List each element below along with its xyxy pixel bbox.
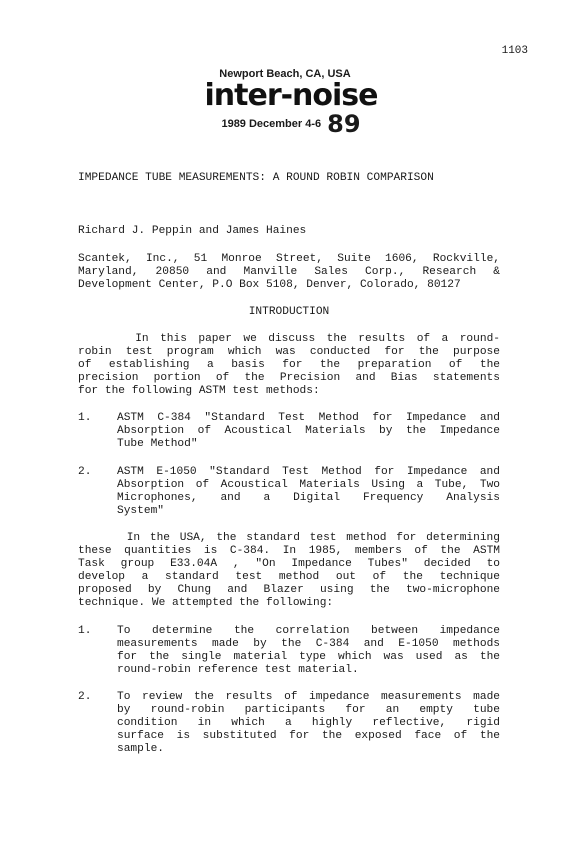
list-line: surface is substituted for the exposed face of the <box>117 730 500 742</box>
section-heading: INTRODUCTION <box>248 306 330 318</box>
conference-logo: inter-noise <box>204 78 378 113</box>
conference-header <box>200 68 390 138</box>
paragraph-line: Task group E33.04A , "On Impedance Tubes" decided to <box>78 558 500 570</box>
list-item-body <box>117 412 500 451</box>
list-number: 2. <box>78 466 92 478</box>
paragraph-line: In this paper we discuss the results of a round- <box>78 333 500 345</box>
affiliation-line: Development Center, P.O Box 5108, Denver, Colorado, 80127 <box>78 279 461 291</box>
paper-authors: Richard J. Peppin and James Haines <box>78 225 307 237</box>
paragraph-line: of establishing a basis for the preparation of the <box>78 359 500 371</box>
conference-year: 89 <box>327 110 361 138</box>
paper-affiliation <box>78 253 500 292</box>
conference-dates: 1989 December 4-6 <box>221 118 322 130</box>
list-line: To determine the correlation between impedance <box>117 625 500 637</box>
list-line: To review the results of impedance measurements made <box>117 691 500 703</box>
paper-title: IMPEDANCE TUBE MEASUREMENTS: A ROUND ROBIN COMPARISON <box>78 172 434 184</box>
list-line: condition in which a highly reflective, rigid <box>117 717 500 729</box>
paragraph-line: technique. We attempted the following: <box>78 597 334 609</box>
list-line: Microphones, and a Digital Frequency Analysis <box>117 492 500 504</box>
affiliation-line: Scantek, Inc., 51 Monroe Street, Suite 1606, Rockville, <box>78 253 500 265</box>
list-line: Absorption of Acoustical Materials Using a Tube, Two <box>117 479 500 491</box>
list-line: Absorption of Acoustical Materials by the Impedance <box>117 425 500 437</box>
list-number: 1. <box>78 625 92 637</box>
list-line: ASTM E-1050 "Standard Test Method for Impedance and <box>117 466 500 478</box>
conference-date-row <box>192 110 390 138</box>
paragraph-line: for the following ASTM test methods: <box>78 385 320 397</box>
intro-paragraph <box>78 333 500 398</box>
list-line: ASTM C-384 "Standard Test Method for Impedance and <box>117 412 500 424</box>
list-number: 1. <box>78 412 92 424</box>
list-item-body <box>117 466 500 518</box>
list-line: round-robin reference test material. <box>117 664 359 676</box>
paragraph-line: robin test program which was conducted for the purpose <box>78 346 500 358</box>
affiliation-line: Maryland, 20850 and Manville Sales Corp., Research & <box>78 266 500 278</box>
paragraph-line: In the USA, the standard test method for determining <box>78 532 500 544</box>
paragraph-line: these quantities is C-384. In 1985, members of the ASTM <box>78 545 500 557</box>
list-item-body <box>117 625 500 677</box>
paragraph-line: develop a standard test method out of the technique <box>78 571 500 583</box>
list-line: measurements made by the C-384 and E-1050 methods <box>117 638 500 650</box>
list-item-body <box>117 691 500 756</box>
paragraph-line: proposed by Chung and Blazer using the two-microphone <box>78 584 500 596</box>
conference-location: Newport Beach, CA, USA <box>219 68 351 80</box>
list-line: System" <box>117 505 164 517</box>
usa-paragraph <box>78 532 500 610</box>
paragraph-line: precision portion of the Precision and Bias statements <box>78 372 500 384</box>
page-number: 1103 <box>501 45 528 57</box>
list-line: Tube Method" <box>117 438 198 450</box>
list-line: by round-robin participants for an empty tube <box>117 704 500 716</box>
list-number: 2. <box>78 691 92 703</box>
list-line: for the single material type which was used as the <box>117 651 500 663</box>
list-line: sample. <box>117 743 164 755</box>
